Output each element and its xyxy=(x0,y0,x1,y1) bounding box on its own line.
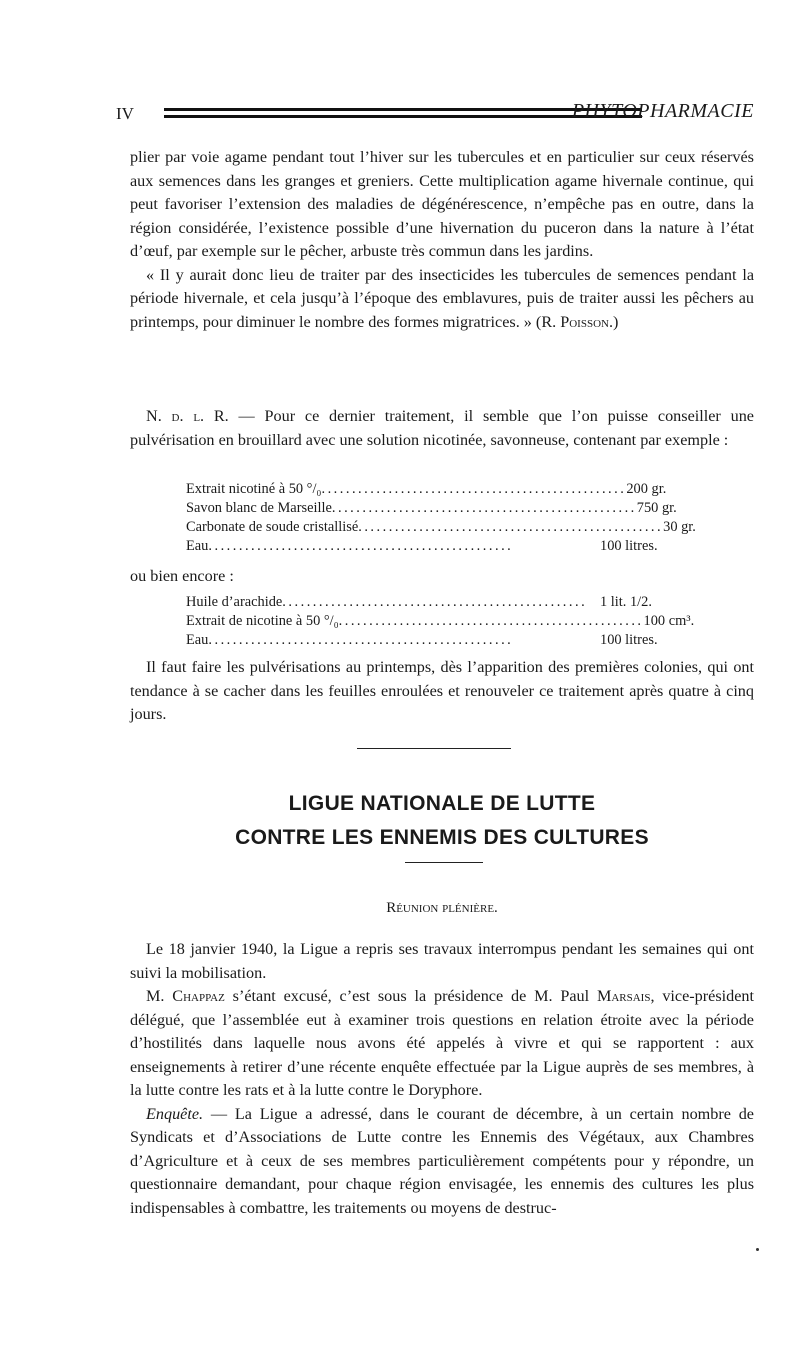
title-underline xyxy=(405,862,483,863)
paragraph-pulverisation: Il faut faire les pulvérisations au printemps, dès l’apparition des premières colonies, qui ont tendance à se cacher dans les feuilles enroulées et renouveler ce traitement après quatre à cinq jours. xyxy=(130,658,754,723)
recipe-row: Huile d’arachide .................................................. 1 lit. 1/2. xyxy=(186,594,652,610)
ndlr-text: — Pour ce dernier traitement, il semble que l’on puisse conseiller une pulvérisation en brouillard avec une solution nicotinée, savonneuse, contenant par exemple : xyxy=(130,407,754,449)
ndlr-label: N. d. l. R. xyxy=(146,407,229,425)
name-marsais: Marsais xyxy=(596,987,651,1005)
body-bottom xyxy=(130,938,754,1220)
section-divider xyxy=(357,748,511,749)
paragraph-presidence: M. Chappaz s’étant excusé, c’est sous la présidence de M. Paul Marsais, vice-président délégué, que l’assemblée eut à examiner trois questions en relation étroite avec la période d’hostilités dans laquelle nous avons été appelés à vivre et qui se rapportent : aux enseignements à retirer d’une récente enquête effectuée par la Ligue auprès de ses membres, à la lutte contre les rats et à la lutte contre le Doryphore. xyxy=(130,987,755,1099)
section-subtitle: Réunion plénière. xyxy=(386,900,498,916)
header-double-rule xyxy=(164,108,642,118)
recipe-row: Carbonate de soude cristallisé .................................................. 30 gr. xyxy=(186,519,696,535)
quote-end: .) xyxy=(608,312,619,331)
recipe-row: Savon blanc de Marseille .................................................. 750 gr. xyxy=(186,500,677,516)
running-title: PHYTOPHARMACIE xyxy=(571,100,754,122)
recipe-list-1 xyxy=(186,480,696,556)
recipe-row: Eau .................................................. 100 litres. xyxy=(186,632,658,648)
paragraph-enquete: Enquête. — La Ligue a adressé, dans le courant de décembre, à un certain nombre de Syndicats et d’Associations de Lutte contre les Ennemis des Végétaux, aux Chambres d’Agriculture et à ceux de ses membres particulièrement compétents pour y répondre, un questionnaire demandant, pour chaque région envisagée, les ennemis des cultures les plus indispensables à combattre, les traitements ou moyens de destruc- xyxy=(130,1104,754,1217)
quote-text: « Il y aurait donc lieu de traiter par des insecticides les tubercules de semences pendant la période hivernale, et cela jusqu’à l’époque des emblavures, puis de traiter aussi les pêchers au printemps, pour diminuer le nombre des formes migratrices. » (R. xyxy=(130,265,754,331)
ou-bien-line xyxy=(130,565,754,589)
editor-note xyxy=(130,405,754,452)
enquete-lead: Enquête. xyxy=(146,1104,204,1123)
paragraph-reunion: Le 18 janvier 1940, la Ligue a repris ses travaux interrompus pendant les semaines qui ont suivi la mobilisation. xyxy=(130,940,754,982)
recipe-row: Extrait nicotiné à 50 °/₀ .................................................. 200 gr. xyxy=(186,481,667,497)
paragraph-quote xyxy=(130,264,754,335)
recipe-row: Eau .................................................. 100 litres. xyxy=(186,538,658,554)
section-title-line1: LIGUE NATIONALE DE LUTTE xyxy=(288,792,596,815)
section-title-line2: CONTRE LES ENNEMIS DES CULTURES xyxy=(235,826,649,849)
page-header xyxy=(116,100,754,126)
recipe-list-2 xyxy=(186,593,695,650)
page-number: IV xyxy=(116,104,134,123)
margin-mark xyxy=(756,1248,759,1251)
paragraph-ndlr xyxy=(130,405,754,452)
quote-author: Poisson xyxy=(560,312,609,331)
body-middle xyxy=(130,656,754,727)
paragraph-continuation: plier par voie agame pendant tout l’hiver sur les tubercules et en particulier sur ceux réservés aux semences dans les granges et greniers. Cette multiplication agame hivernale continue, qui peut favoriser l’extension des maladies de dégénérescence, n’empêche pas en outre, dans la région considérée, l’existence possible d’une hivernation du puceron dans la nature à l’état d’œuf, par exemple sur le pêcher, arbuste très commun dans les jardins. xyxy=(130,148,754,260)
recipe-row: Extrait de nicotine à 50 °/₀ .................................................. 100 cm³. xyxy=(186,613,695,629)
name-chappaz: Chappaz xyxy=(172,987,225,1005)
body-top xyxy=(130,146,754,334)
ou-bien-text: ou bien encore : xyxy=(130,567,234,585)
